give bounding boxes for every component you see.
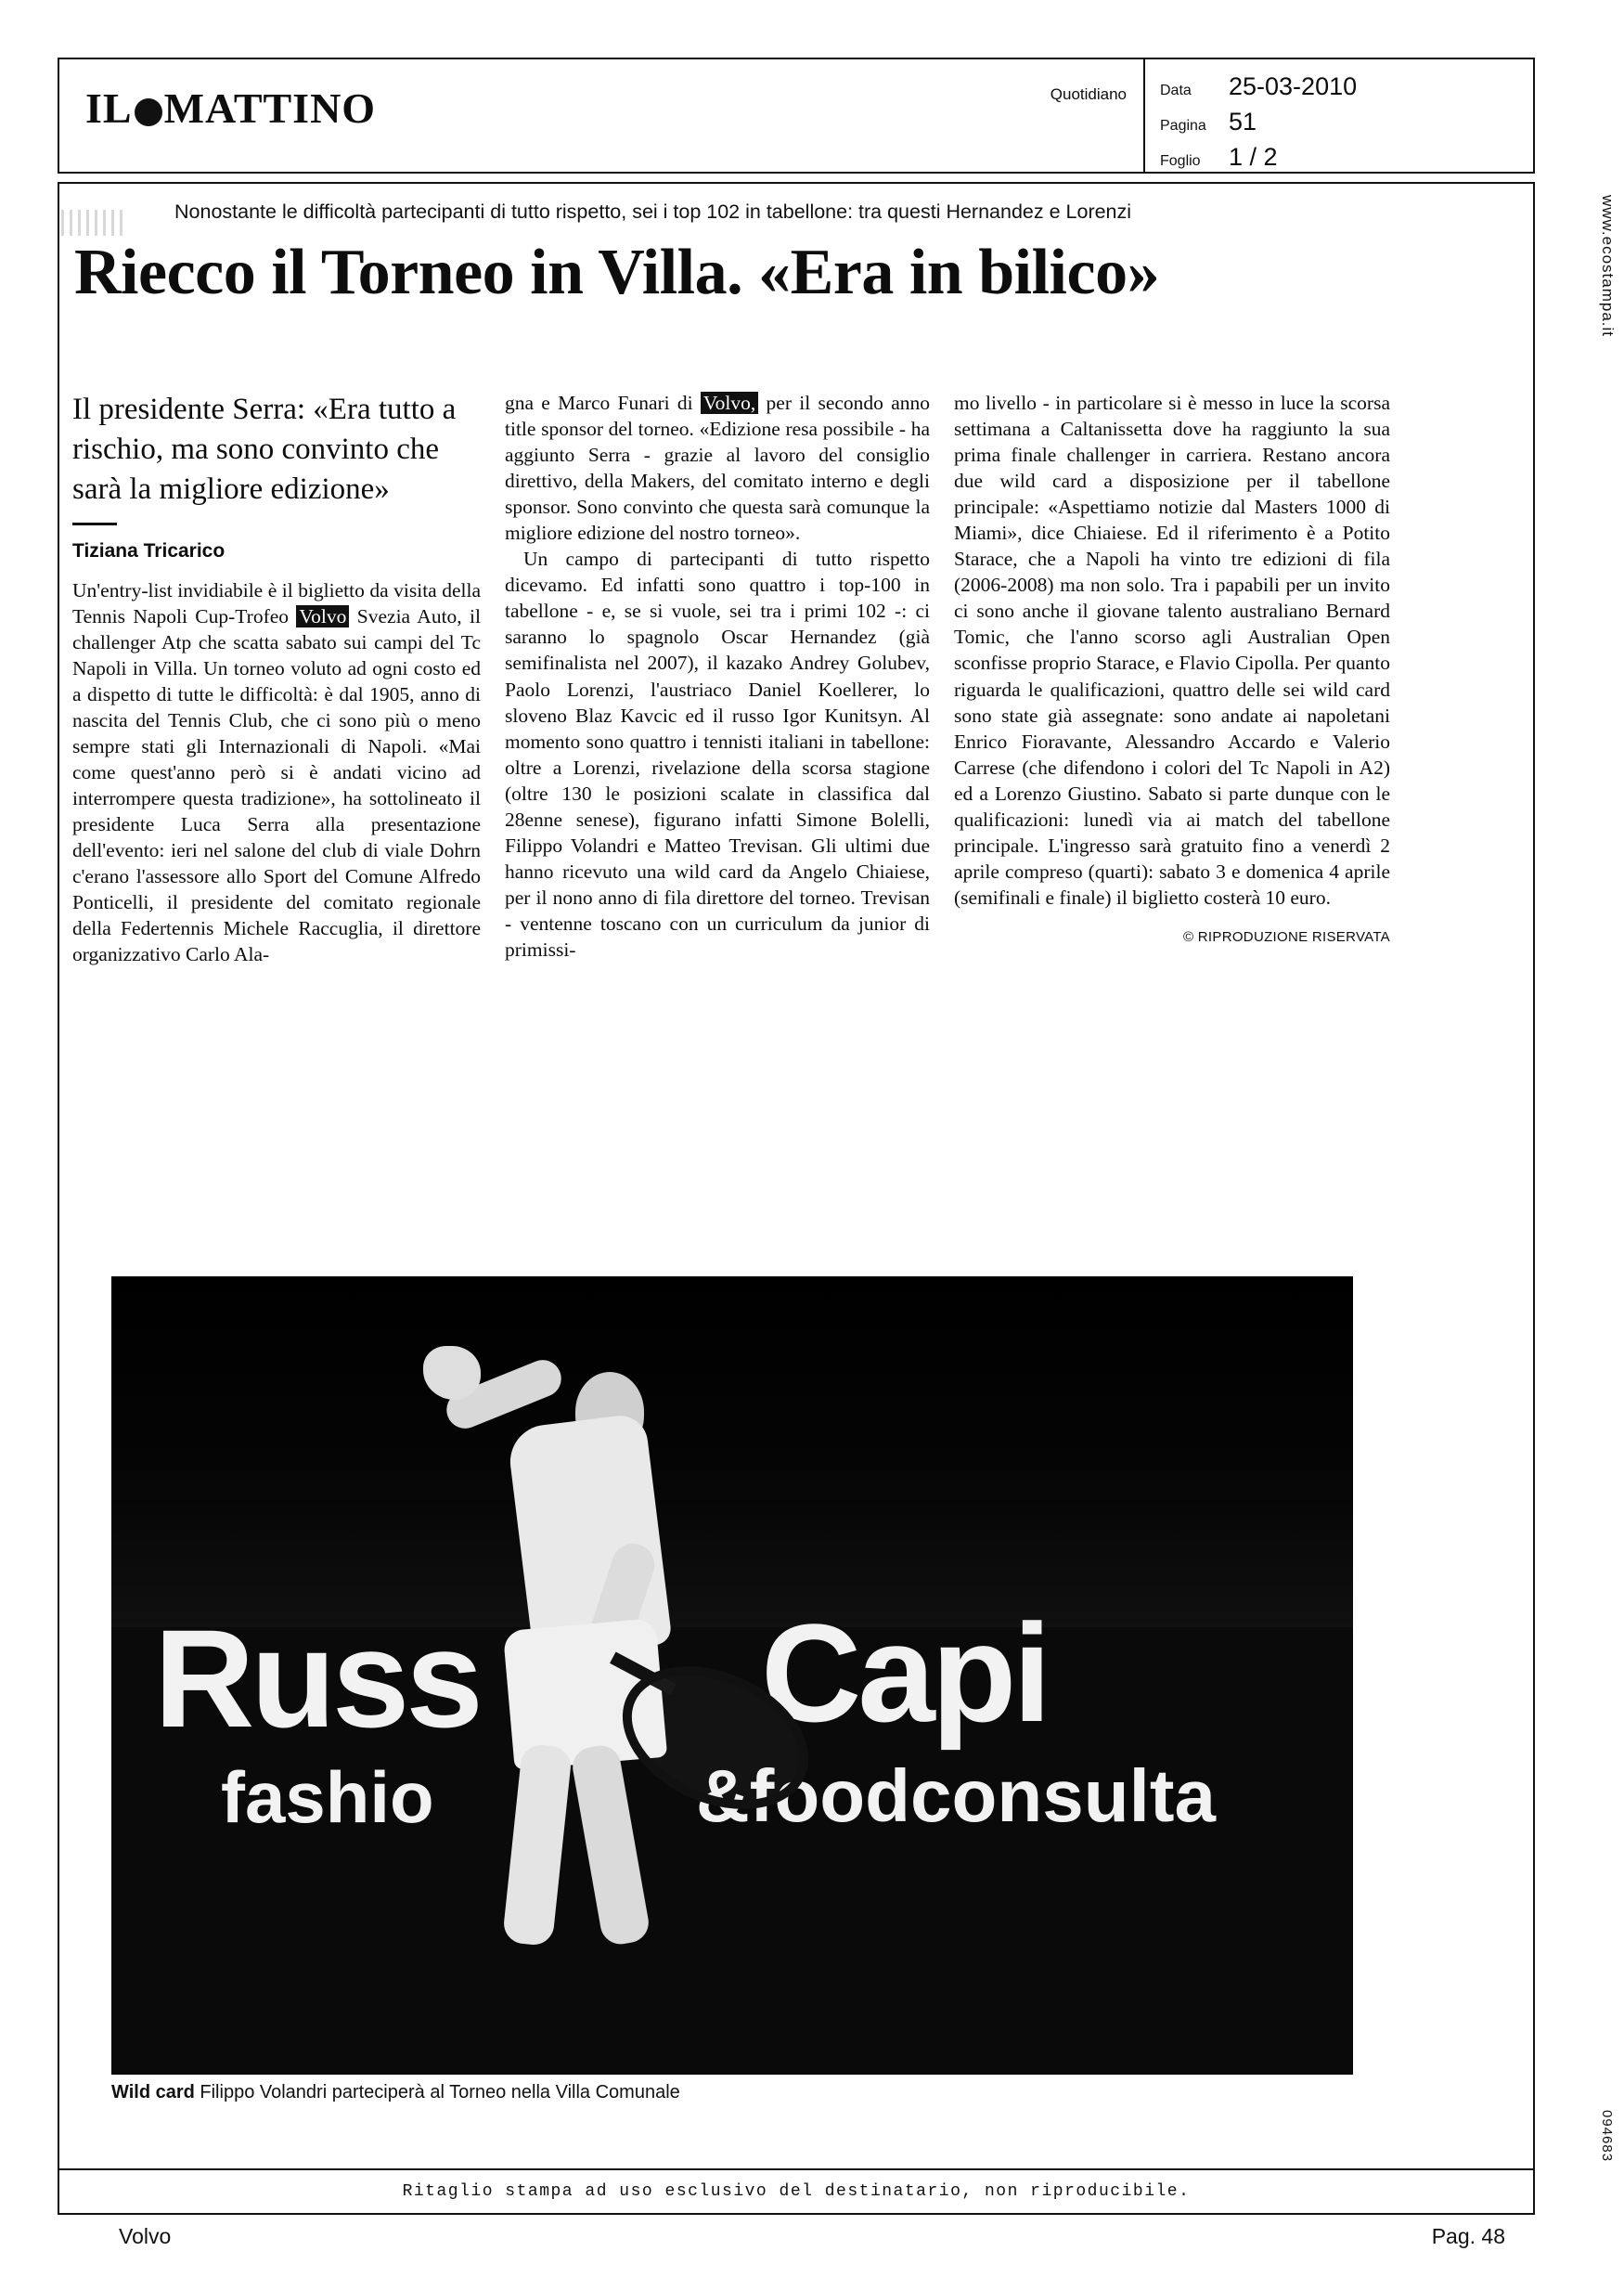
article-kicker: Nonostante le difficoltà partecipanti di tutto rispetto, sei i top 102 in tabellone: tra questi Hernandez e Lorenzi [174, 201, 1132, 223]
newspaper-logo: IL MATTINO [85, 84, 377, 132]
metadata-value-page: 51 [1229, 108, 1257, 136]
board-word-capi: Capi [761, 1595, 1049, 1751]
divider-rule [72, 523, 117, 525]
board-word-fashio: fashio [221, 1756, 434, 1838]
article-header [74, 201, 1522, 330]
footer-page-number: Pag. 48 [1431, 2224, 1505, 2248]
publication-type-label: Quotidiano [1050, 85, 1127, 103]
metadata-value-date: 25-03-2010 [1229, 72, 1358, 100]
metadata-key-date: Data [1160, 83, 1192, 98]
col2-paragraph-2: Un campo di partecipanti di tutto rispetto dicevamo. Ed infatti sono quattro i top-100 in tabellone - e, se si vuole, sei tra i primi 102 -: ci saranno lo spagnolo Oscar Hernandez (già semifinalista nel 2007), il kazako Andrey Golubev, Paolo Lorenzi, l'austriaco Daniel Koellerer, lo sloveno Blaz Kavcic ed il russo Igor Kunitsyn. Al momento sono quattro i tennisti italiani in tabellone: oltre a Lorenzi, rivelazione della scorsa stagione (oltre 130 le posizioni scalate in classifica dal 28enne senese), figurano infatti Simone Bolelli, Filippo Volandri e Matteo Trevisan. Gli ultimi due hanno ricevuto una wild card da Angelo Chiaiese, per il nono anno di fila direttore del torneo. Trevisan - ventenne toscano con un curriculum da junior di primissi- [505, 548, 930, 961]
caption-text: Filippo Volandri parteciperà al Torneo nella Villa Comunale [194, 2082, 680, 2102]
photo-caption [111, 2082, 680, 2103]
article-columns [72, 390, 1464, 967]
article-photo-block [111, 1276, 1353, 2102]
board-word-foodconsult: &foodconsulta [696, 1754, 1216, 1837]
board-word-russ: Russ [154, 1600, 480, 1756]
masthead [58, 58, 1535, 174]
metadata-box [1143, 59, 1533, 172]
article-byline: Tiziana Tricarico [72, 539, 226, 562]
article-headline: Riecco il Torneo in Villa. «Era in bilico» [74, 237, 1160, 308]
metadata-row-page [1160, 108, 1257, 136]
clipping-code: 094683 [1599, 2109, 1615, 2162]
player-leg-left [502, 1743, 573, 1947]
col1-text-a: Un'entry-list invidiabile è il biglietto da visita della Tennis Napoli Cup-Trofeo [72, 578, 481, 627]
metadata-key-page: Pagina [1160, 118, 1206, 134]
col2-text-b: per il secondo anno title sponsor del torneo. «Edizione resa possibile - ha aggiunto Serra - grazie al lavoro del consiglio direttivo, della Makers, del comitato interno e degli sponsor. Sono convinto che questa sarà comunque la migliore edizione del nostro torneo». [505, 392, 930, 545]
col1-text-b: Svezia Auto, il challenger Atp che scatta sabato sui campi del Tc Napoli in Villa. Un torneo voluto ad ogni costo ed a dispetto di tutte le difficoltà: è dal 1905, anno di nascita del Tennis Club, che ci sono più o meno sempre stati gli Internazionali di Napoli. «Mai come quest'anno però si è andati vicino ad interrompere questa tradizione», ha sottolineato il presidente Luca Serra alla presentazione dell'evento: ieri nel salone del club di viale Dohrn c'erano l'assessore allo Sport del Comune Alfredo Ponticelli, il presidente del comitato regionale della Federtennis Michele Raccuglia, il direttore organizzativo Carlo Ala- [72, 604, 481, 966]
photo-image [111, 1276, 1353, 2075]
col2-text-a: gna e Marco Funari di [505, 392, 701, 414]
article-subhead: Il presidente Serra: «Era tutto a rischio, ma sono convinto che sarà la migliore edizione» [72, 393, 457, 506]
metadata-value-sheet: 1 / 2 [1229, 143, 1278, 171]
ecostampa-watermark: www.ecostampa.it [1599, 195, 1617, 337]
highlight-volvo-1: Volvo [296, 605, 349, 627]
clipping-notice: Ritaglio stampa ad uso esclusivo del destinatario, non riproducibile. [58, 2170, 1535, 2215]
article-body-column-1 [72, 577, 481, 968]
photo-tennis-player [436, 1309, 761, 1977]
metadata-key-sheet: Foglio [1160, 153, 1201, 169]
metadata-row-date [1160, 72, 1357, 101]
article-body-column-2 [505, 390, 930, 963]
player-leg-right [570, 1742, 652, 1947]
metadata-row-sheet [1160, 143, 1278, 172]
caption-lead: Wild card [111, 2082, 195, 2102]
footer-keyword: Volvo [119, 2224, 172, 2248]
article-column-2 [505, 390, 930, 967]
article-column-1 [72, 390, 481, 967]
article-column-3 [954, 390, 1390, 967]
col3-paragraph-1: mo livello - in particolare si è messo in luce la scorsa settimana a Caltanissetta dove ha raggiunto la sua prima finale challenger in carriera. Restano ancora due wild card a disposizione per il tabellone principale: «Aspettiamo notizie dal Masters 1000 di Miami», dice Chiaiese. Ed il riferimento è a Potito Starace, che a Napoli ha vinto tre edizioni di fila (2006-2008) ma non solo. Tra i papabili per un invito ci sono anche il giovane talento australiano Bernard Tomic, che l'anno scorso agli Australian Open sconfisse proprio Starace, e Flavio Cipolla. Per quanto riguarda le qualificazioni, quattro delle sei wild card sono state già assegnate: sono andate ai napoletani Enrico Fioravante, Alessandro Accardo e Valerio Carrese (che difendono i colori del Tc Napoli in A2) ed a Lorenzo Giustino. Sabato si parte dunque con le qualificazioni: lunedì via ai match del tabellone principale. L'ingresso sarà gratuito fino a venerdì 2 aprile compreso (quarti): sabato 3 e domenica 4 aprile (semifinali e finale) il biglietto costerà 10 euro. [954, 392, 1390, 909]
article-body-column-3 [954, 390, 1390, 911]
copyright-notice: © RIPRODUZIONE RISERVATA [1182, 928, 1390, 945]
highlight-volvo-2: Volvo, [701, 392, 758, 414]
logo-dot-icon [135, 98, 162, 126]
